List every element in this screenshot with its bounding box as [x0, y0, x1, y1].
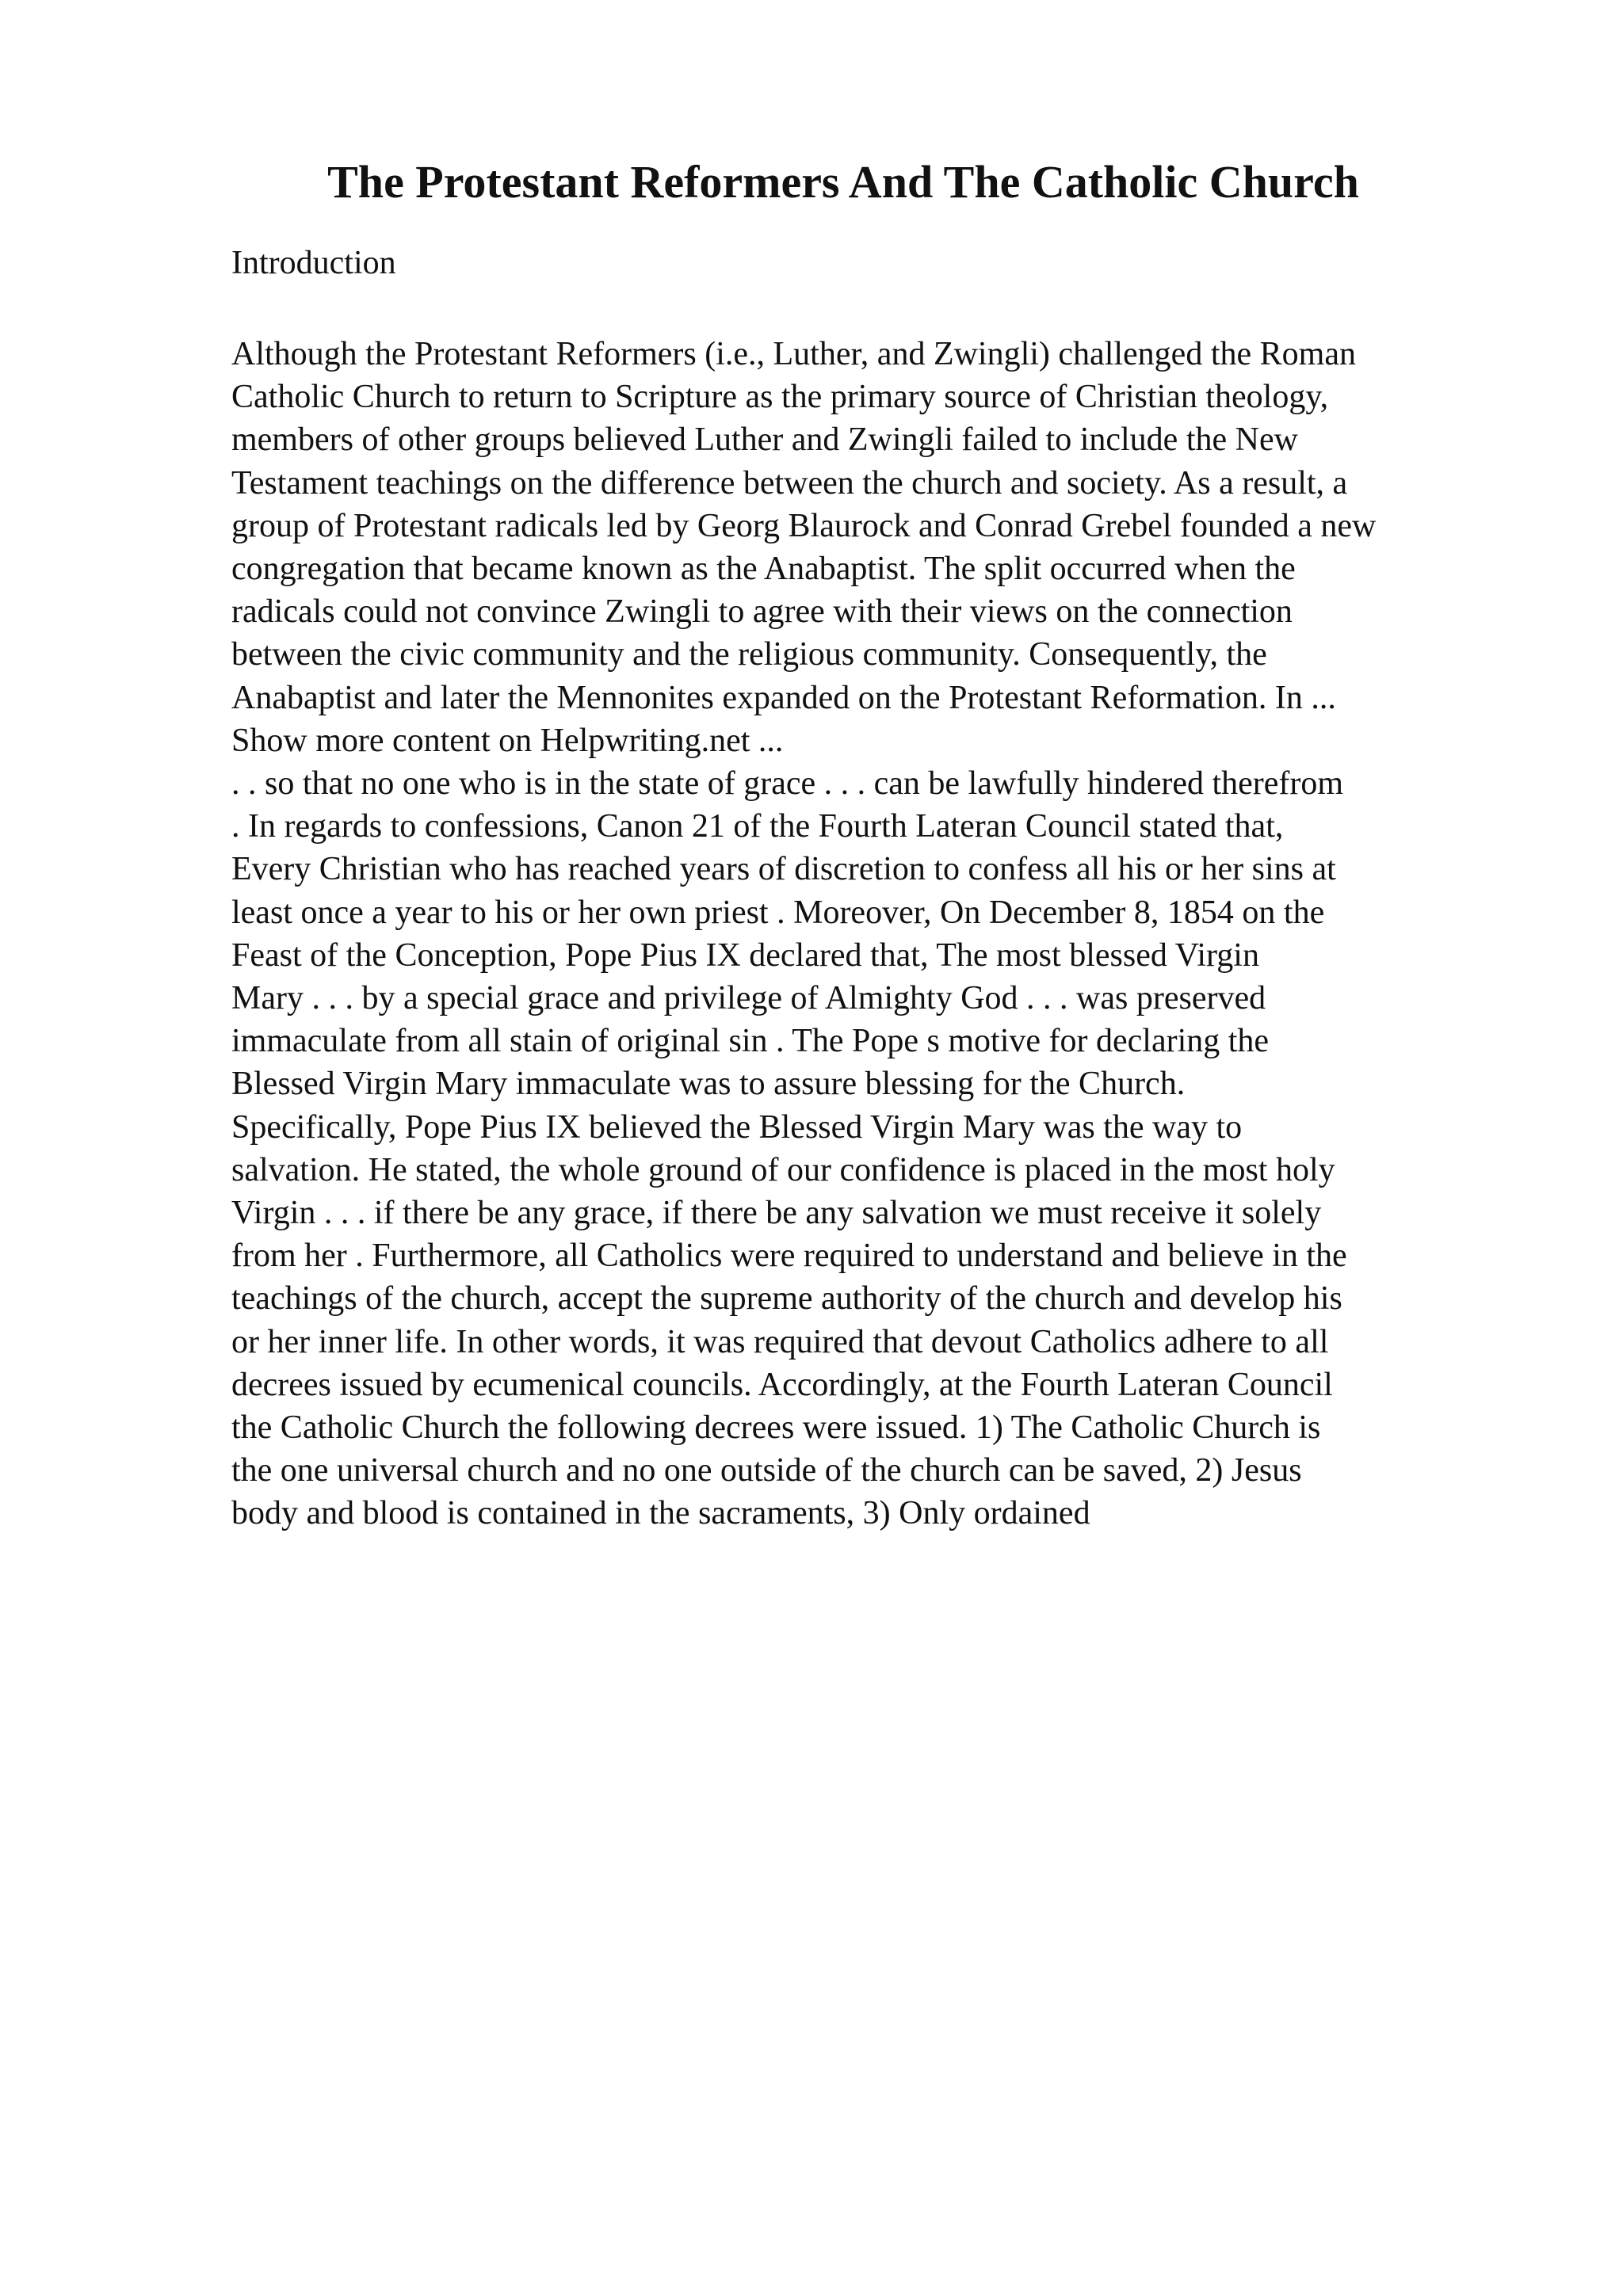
body-line: Catholic Church to return to Scripture as the primary source of Christian theology, — [231, 379, 1329, 416]
body-line: decrees issued by ecumenical councils. Accordingly, at the Fourth Lateran Council — [231, 1366, 1333, 1403]
body-line: immaculate from all stain of original sin . The Pope s motive for declaring the — [231, 1023, 1270, 1060]
body-line: members of other groups believed Luther and Zwingli failed to include the New — [231, 421, 1298, 459]
body-line: Specifically, Pope Pius IX believed the Blessed Virgin Mary was the way to — [231, 1108, 1243, 1146]
body-line: the Catholic Church the following decrees were issued. 1) The Catholic Church is — [231, 1409, 1321, 1447]
body-line: the one universal church and no one outside of the church can be saved, 2) Jesus — [231, 1452, 1302, 1489]
body-line: congregation that became known as the Anabaptist. The split occurred when the — [231, 551, 1296, 588]
body-line: . In regards to confessions, Canon 21 of the Fourth Lateran Council stated that, — [231, 808, 1284, 845]
body-line: body and blood is contained in the sacraments, 3) Only ordained — [231, 1495, 1090, 1532]
body-line: between the civic community and the religious community. Consequently, the — [231, 636, 1267, 673]
body-line: Although the Protestant Reformers (i.e., Luther, and Zwingli) challenged the Roman — [231, 336, 1356, 372]
body-line: group of Protestant radicals led by Georg Blaurock and Conrad Grebel founded a new — [231, 507, 1377, 544]
body-line: Blessed Virgin Mary immaculate was to assure blessing for the Church. — [231, 1066, 1186, 1103]
body-line: Anabaptist and later the Mennonites expanded on the Protestant Reformation. In ... — [231, 679, 1336, 716]
body-line: Feast of the Conception, Pope Pius IX declared that, The most blessed Virgin — [231, 936, 1259, 974]
body-line: least once a year to his or her own priest . Moreover, On December 8, 1854 on the — [231, 894, 1325, 931]
body-line: Mary . . . by a special grace and privilege of Almighty God . . . was preserved — [231, 980, 1266, 1017]
body-line: Virgin . . . if there be any grace, if there be any salvation we must receive it solely — [231, 1195, 1322, 1232]
body-line: . . so that no one who is in the state of grace . . . can be lawfully hindered therefrom — [231, 765, 1344, 803]
body-line: salvation. He stated, the whole ground of our confidence is placed in the most holy — [231, 1151, 1335, 1188]
body-line: or her inner life. In other words, it was required that devout Catholics adhere to all — [231, 1323, 1329, 1360]
body-line: from her . Furthermore, all Catholics were required to understand and believe in the — [231, 1238, 1347, 1275]
body-line: radicals could not convince Zwingli to agree with their views on the connection — [231, 593, 1293, 631]
section-heading: Introduction — [231, 245, 396, 281]
body-line: Testament teachings on the difference between the church and society. As a result, a — [231, 464, 1348, 502]
body-line: teachings of the church, accept the supreme authority of the church and develop his — [231, 1280, 1342, 1318]
body-line: Every Christian who has reached years of discretion to confess all his or her sins at — [231, 851, 1336, 888]
page-title: The Protestant Reformers And The Catholic Church — [327, 156, 1359, 208]
body-text — [231, 333, 1531, 1535]
show-more-link[interactable]: Show more content on Helpwriting.net ... — [231, 722, 784, 759]
